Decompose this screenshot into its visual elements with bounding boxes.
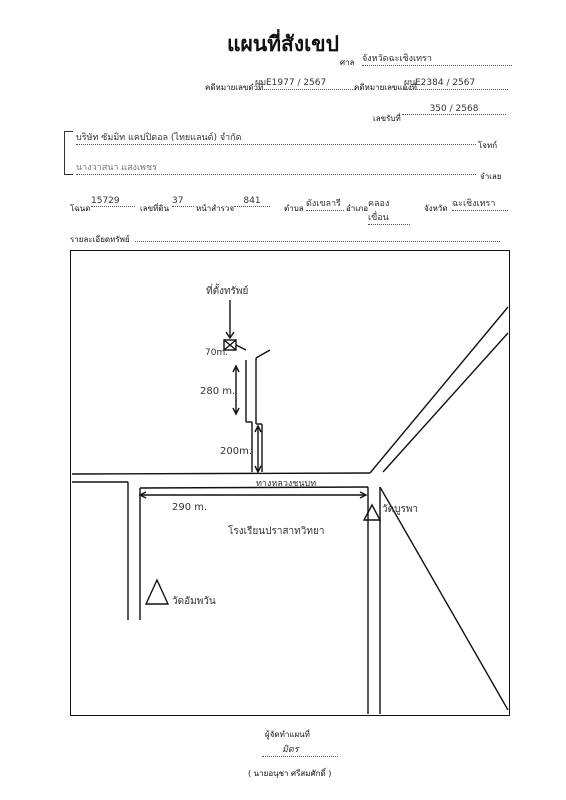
signature-line [262, 755, 338, 757]
court-value: จังหวัดฉะเชิงเทรา [362, 51, 512, 66]
province-value: ฉะเชิงเทรา [452, 196, 508, 211]
temple-west-icon [146, 580, 168, 604]
signature: มิตร [282, 745, 299, 755]
temple-east-label: วัดบูรพา [382, 504, 419, 515]
land-no-value: 37 [172, 196, 194, 207]
province-label: จังหวัด [424, 204, 448, 213]
dist-280-label: 280 m. [200, 386, 236, 397]
width-label: 70m. [205, 348, 229, 358]
temple-east-icon [364, 505, 380, 520]
deed-value: 15729 [91, 196, 135, 207]
road-edge-bottom-mid [140, 487, 368, 488]
land-no-label: เลขที่ดิน [140, 204, 170, 213]
amphoe-label: อำเภอ [346, 204, 369, 213]
dist-200-label: 200m. [220, 446, 253, 457]
receive-no-value: 350 / 2568 [402, 104, 506, 115]
property-label: ที่ตั้งทรัพย์ [206, 286, 249, 297]
black-case-label: คดีหมายเลขดำที่ [205, 83, 264, 92]
red-case-value: ผบE2384 / 2567 [404, 75, 508, 90]
temple-west-label: วัดอัมพวัน [172, 596, 216, 607]
maker-label: ผู้จัดทำแผนที่ [265, 730, 310, 739]
tambon-value: ดังเขลารี [306, 196, 344, 211]
plaintiff-label: โจทก์ [478, 141, 498, 150]
diag-road-1 [370, 307, 508, 473]
red-case-label: คดีหมายเลขแดงที่ [354, 83, 417, 92]
school-label: โรงเรียนปราสาทวิทยา [228, 526, 325, 537]
black-case-value: ผบE1977 / 2567 [255, 75, 355, 90]
defendant-label: จำเลย [480, 172, 502, 181]
road-label: ทางหลวงชนบท [256, 479, 317, 489]
dist-290-label: 290 m. [172, 502, 208, 513]
deed-label: โฉนด [70, 204, 91, 213]
survey-label: หน้าสำรวจ [196, 204, 235, 213]
amphoe-value: คลองเขื่อน [368, 196, 410, 225]
property-details-label: รายละเอียดทรัพย์ [70, 235, 130, 244]
tambon-label: ตำบล [284, 204, 304, 213]
survey-value: 841 [234, 196, 270, 207]
maker-name: ( นายอนุชา ศรีสมศักดิ์ ) [248, 769, 332, 778]
defendant-value: นางวาสนา แสงเพชร [76, 160, 476, 175]
plaintiff-value: บริษัท ซัมมิท แคปปิตอล (ไทยแลนด์) จำกัด [76, 130, 476, 145]
diag-road-2 [383, 333, 508, 472]
receive-no-label: เลขรับที่ [373, 114, 401, 123]
road-edge-top [72, 473, 370, 474]
page-title: แผนที่สังเขป [227, 32, 339, 56]
se-road [380, 487, 508, 710]
court-label: ศาล [340, 58, 355, 67]
